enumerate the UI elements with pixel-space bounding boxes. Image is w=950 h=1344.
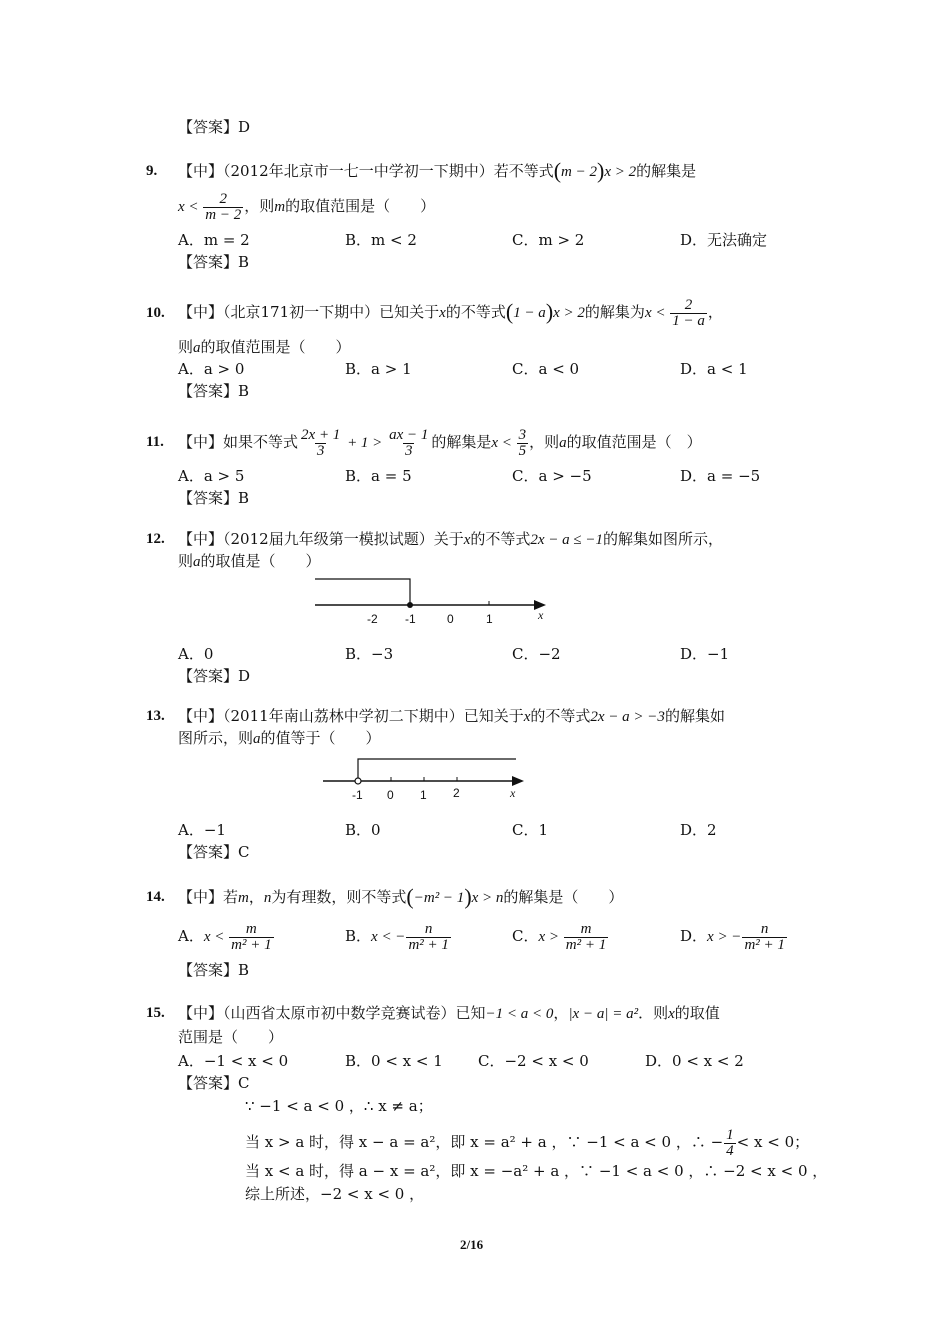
q12-line1: 【中】（2012届九年级第一模拟试题）关于x的不等式2x − a ≤ −1的解集如图所示， [178,530,724,548]
q14-option-c: C．x > $\frac{m}{\text{m² + 1}}$ [512,920,607,953]
q13-option-b: B．0 [345,821,381,839]
q12-option-d: D．−1 [680,645,730,663]
q15-line2: 范围是（ ） [178,1028,284,1046]
q15-number: 15. [146,1005,165,1021]
answer-12: 【答案】D [178,667,251,685]
q14-option-d: D．x > − $\frac{n}{\text{m² + 1}}$ [680,920,785,953]
q13-tick-1: 1 [420,788,427,802]
q13-number-line [318,752,538,802]
q9-option-b: B．m < 2 [345,231,417,249]
q11-number: 11. [146,434,164,450]
q11-option-b: B．a = 5 [345,467,412,485]
q9-line1: 【中】（2012年北京市一七一中学初一下期中）若不等式(m − 2)x > 2的解集是 [178,158,697,183]
page-number: 2/16 [460,1237,484,1252]
q13-option-d: D．2 [680,821,717,839]
answer-8: 【答案】D [178,118,251,136]
q12-tick-m2: -2 [367,612,378,626]
q13-number: 13. [146,708,165,724]
q13-line2: 图所示，则a的值等于（ ） [178,729,381,747]
q13-option-a: A．−1 [178,821,226,839]
q11-option-d: D．a = −5 [680,467,761,485]
q14-option-a: A．x < $\frac{m}{\text{m² + 1}}$ [178,920,272,953]
q10-number: 10. [146,305,165,321]
q14-option-b: B．x < − $\frac{n}{\text{m² + 1}}$ [345,920,449,953]
q13-tick-2: 2 [453,786,460,800]
answer-9: 【答案】B [178,253,250,271]
q14-line1: 【中】若m，n为有理数，则不等式(−m² − 1)x > n的解集是（ ） [178,884,624,909]
q12-option-b: B．−3 [345,645,394,663]
q10-option-c: C．a < 0 [512,360,580,378]
q15-solution-1: ∵ −1 < a < 0 ，∴ x ≠ a； [245,1097,433,1115]
q10-option-b: B．a > 1 [345,360,412,378]
q12-tick-0: 0 [447,612,454,626]
q15-solution-3: 当 x < a 时，得 a − x = a²，即 x = −a² + a ，∵ −1 < a < 0 ，∴ −2 < x < 0 ， [245,1162,828,1180]
q13-tick-0: 0 [387,788,394,802]
q12-number: 12. [146,531,165,547]
q15-line1: 【中】（山西省太原市初中数学竞赛试卷）已知−1 < a < 0，|x − a| = a²．则x的取值 [178,1004,720,1022]
answer-14: 【答案】B [178,961,250,979]
q9-line2: x < $\frac{2}{m - 2}$ ，则m的取值范围是（ ） [178,190,436,223]
q9-option-c: C．m > 2 [512,231,585,249]
q12-option-c: C．−2 [512,645,561,663]
q15-option-c: C．−2 < x < 0 [478,1052,589,1070]
q15-option-a: A．−1 < x < 0 [178,1052,289,1070]
answer-15: 【答案】C [178,1074,250,1092]
q13-axis-label: x [510,786,516,800]
q15-option-b: B．0 < x < 1 [345,1052,443,1070]
q9-option-a: A．m = 2 [178,231,250,249]
q10-option-d: D．a < 1 [680,360,748,378]
q14-number: 14. [146,889,165,905]
q11-line1: 【中】如果不等式 $\frac{2x + 1}{3}$ + 1 > $\frac{ax - 1}{3}$ 的解集是x < $\frac{3}{5}$ ，则a的取值范围是（ ） [178,426,702,459]
q9-number: 9. [146,163,158,179]
q12-tick-1: 1 [486,612,493,626]
answer-11: 【答案】B [178,489,250,507]
q15-option-d: D．0 < x < 2 [645,1052,744,1070]
q11-option-c: C．a > −5 [512,467,592,485]
q12-line2: 则a的取值是（ ） [178,552,321,570]
q11-option-a: A．a > 5 [178,467,245,485]
q13-tick-m1: -1 [352,788,363,802]
q12-tick-m1: -1 [405,612,416,626]
q10-option-a: A．a > 0 [178,360,245,378]
answer-13: 【答案】C [178,843,250,861]
q12-axis-label: x [538,608,544,622]
q10-line2: 则a的取值范围是（ ） [178,338,351,356]
q13-option-c: C．1 [512,821,549,839]
q12-number-line [310,574,560,630]
q10-line1: 【中】（北京171初一下期中）已知关于x的不等式(1 − a)x > 2的解集为x < $\frac{2}{1 - a}$ ， [178,296,723,329]
q15-solution-4: 综上所述，−2 < x < 0 ， [245,1185,425,1203]
q15-solution-2: 当 x > a 时，得 x − a = a²，即 x = a² + a ，∵ −1 < a < 0 ，∴ − $\frac{1}{4}$ < x < 0； [245,1126,810,1159]
q12-option-a: A．0 [178,645,214,663]
answer-10: 【答案】B [178,382,250,400]
q9-option-d: D．无法确定 [680,231,768,249]
q13-line1: 【中】（2011年南山荔林中学初二下期中）已知关于x的不等式2x − a > −3的解集如 [178,707,725,725]
